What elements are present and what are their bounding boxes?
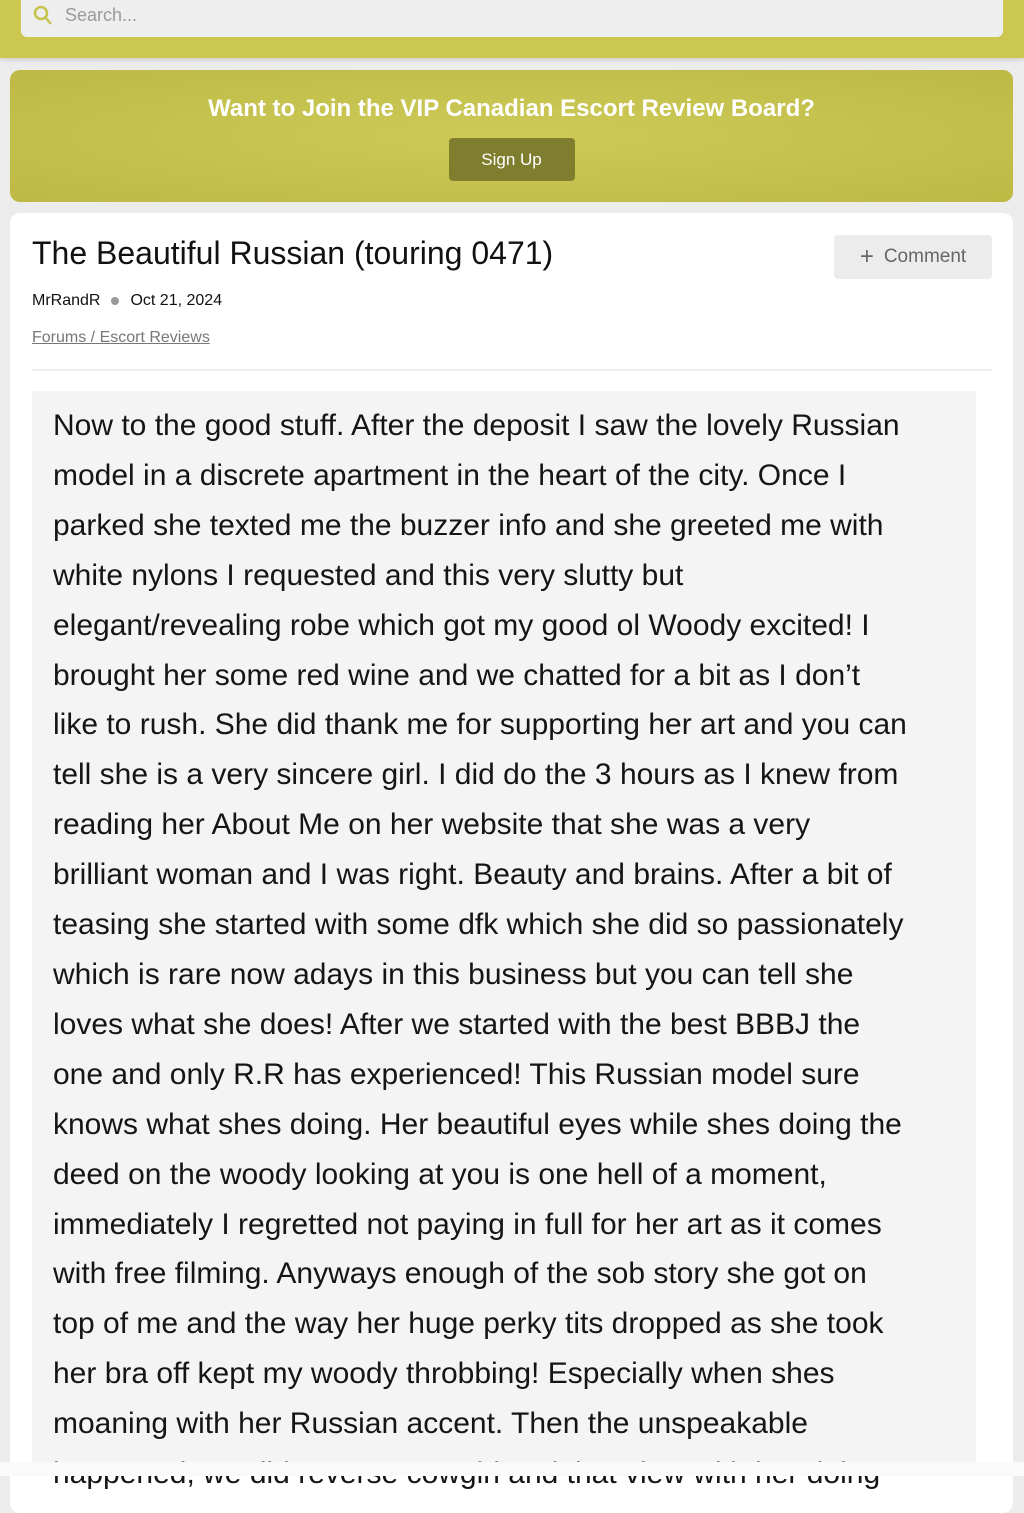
post-body-line: her bra off kept my woody throbbing! Especially when shes <box>53 1357 835 1391</box>
post-body-line: reading her About Me on her website that she was a very <box>53 808 811 842</box>
author[interactable]: MrRandR <box>32 292 101 309</box>
bottom-edge <box>0 1462 1024 1476</box>
post-body-line: like to rush. She did thank me for supporting her art and you can <box>53 708 907 742</box>
post-body-line: model in a discrete apartment in the heart of the city. Once I <box>53 458 847 492</box>
post-body-line: Now to the good stuff. After the deposit I saw the lovely Russian <box>53 409 900 442</box>
post-body-line: top of me and the way her huge perky tits dropped as she took <box>53 1307 884 1341</box>
banner-heading: Want to Join the VIP Canadian Escort Review Board? <box>208 95 815 122</box>
post-body-line: knows what shes doing. Her beautiful eyes while shes doing the <box>53 1107 902 1141</box>
post-body-line: elegant/revealing robe which got my good ol Woody excited! I <box>53 608 870 642</box>
search-icon <box>33 5 53 27</box>
post-body <box>32 391 976 1462</box>
post-body-line: loves what she does! After we started with the best BBBJ the <box>53 1007 861 1041</box>
post-date: Oct 21, 2024 <box>130 292 223 309</box>
post-body-line: brilliant woman and I was right. Beauty and brains. After a bit of <box>53 858 892 892</box>
post-body-line: brought her some red wine and we chatted for a bit as I don’t <box>53 658 861 692</box>
post-card <box>10 213 1013 1513</box>
post-body-line: parked she texted me the buzzer info and she greeted me with <box>53 508 884 542</box>
post-meta <box>32 292 222 310</box>
post-body-line: moaning with her Russian accent. Then the unspeakable <box>53 1407 808 1441</box>
search-bar[interactable] <box>21 0 1003 37</box>
post-body-line: one and only R.R has experienced! This Russian model sure <box>53 1057 860 1091</box>
post-body-line: teasing she started with some dfk which she did so passionately <box>53 908 904 942</box>
divider <box>32 369 992 371</box>
breadcrumb[interactable]: Forums / Escort Reviews <box>32 329 210 346</box>
search-input[interactable] <box>63 4 867 27</box>
sign-up-button[interactable]: Sign Up <box>449 138 575 181</box>
plus-icon: + <box>859 243 874 270</box>
post-body-line: deed on the woody looking at you is one hell of a moment, <box>53 1157 827 1191</box>
post-body-line: immediately I regretted not paying in full for her art as it comes <box>53 1207 882 1241</box>
vip-banner <box>10 70 1013 202</box>
comment-button[interactable] <box>834 235 992 279</box>
top-bar <box>0 0 1024 58</box>
post-body-line: white nylons I requested and this very slutty but <box>53 558 684 592</box>
post-title: The Beautiful Russian (touring 0471) <box>32 235 554 271</box>
post-body-line: which is rare now adays in this business but you can tell she <box>53 957 854 991</box>
comment-label: Comment <box>883 246 967 267</box>
separator-dot <box>111 297 119 305</box>
post-body-line: tell she is a very sincere girl. I did do the 3 hours as I knew from <box>53 758 899 792</box>
post-body-line: with free filming. Anyways enough of the sob story she got on <box>53 1257 867 1291</box>
